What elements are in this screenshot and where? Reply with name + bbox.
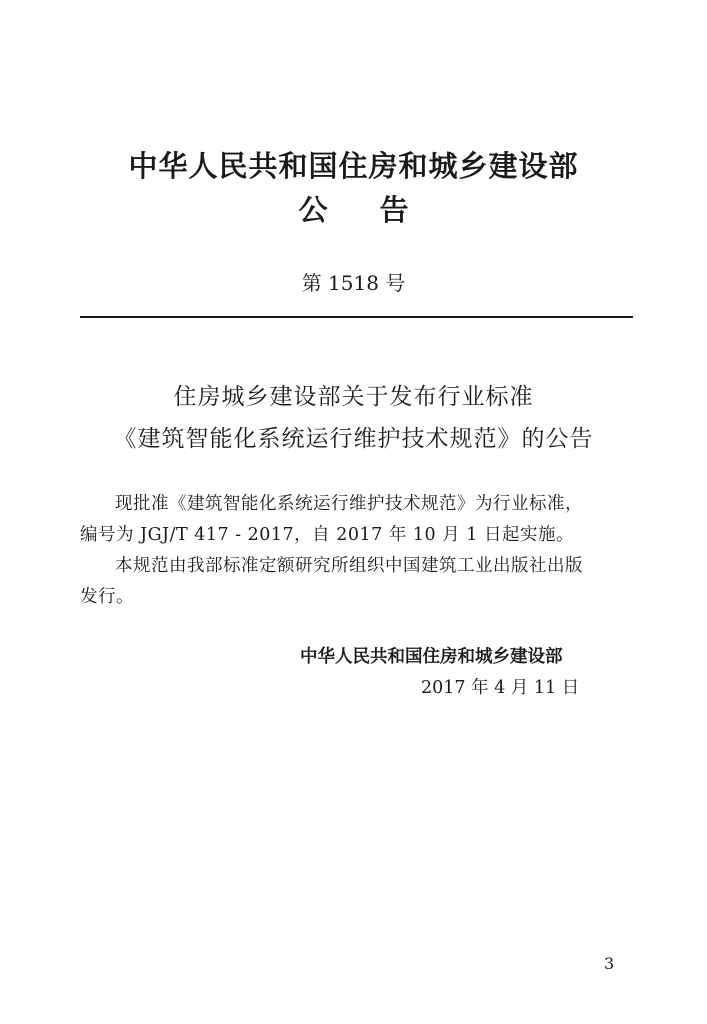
body-paragraph-publication: [80, 551, 640, 613]
announcement-number: 第 1518 号: [301, 271, 406, 295]
paragraph-line: 现批准《建筑智能化系统运行维护技术规范》为行业标准，: [115, 494, 583, 514]
announcement-title: 公告: [298, 193, 461, 227]
subject-line-2: 《建筑智能化系统运行维护技术规范》的公告: [113, 426, 594, 452]
paragraph-line: 本规范由我部标准定额研究所组织中国建筑工业出版社出版: [115, 556, 583, 576]
signature-date: 2017 年 4 月 11 日: [421, 678, 580, 698]
body-paragraph-approval: [80, 489, 640, 551]
ministry-title: 中华人民共和国住房和城乡建设部: [128, 149, 579, 183]
paragraph-line: 编号为 JGJ/T 417 - 2017，自 2017 年 10 月 1 日起实施。: [80, 525, 574, 545]
subject-line-1: 住房城乡建设部关于发布行业标准: [173, 384, 534, 410]
header-divider: [80, 316, 633, 318]
signatory: 中华人民共和国住房和城乡建设部: [300, 647, 563, 667]
paragraph-line: 发行。: [80, 587, 134, 607]
page-number: 3: [604, 954, 615, 973]
